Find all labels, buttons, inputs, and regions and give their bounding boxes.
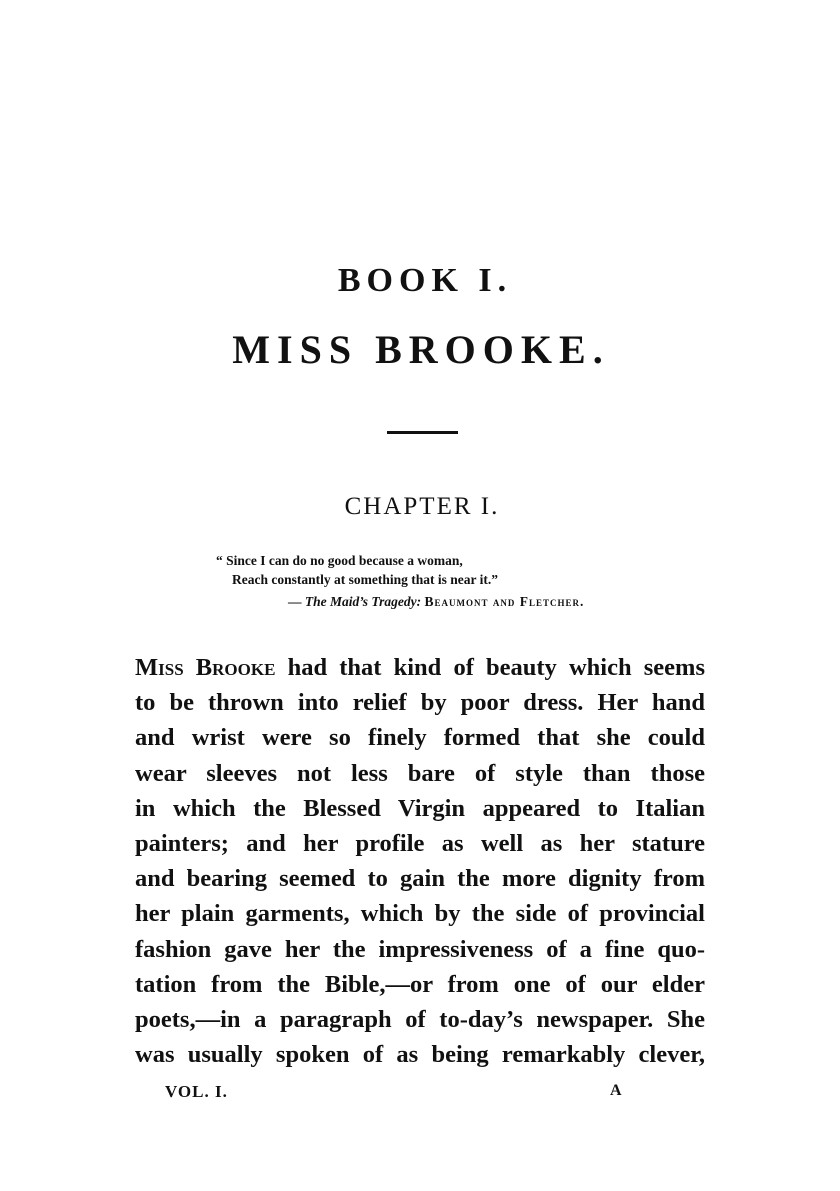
- chapter-title: CHAPTER I.: [344, 493, 500, 520]
- text-line-content: had that kind of beauty which seems: [275, 654, 705, 681]
- text-line: in which the Blessed Virgin appeared to Italian: [135, 794, 705, 822]
- epigraph: [216, 551, 696, 611]
- text-line: poets,—in a paragraph of to-day’s newspaper. She: [135, 1006, 705, 1034]
- text-line: tation from the Bible,—or from one of our elder: [135, 970, 705, 998]
- text-line: wear sleeves not less bare of style than those: [135, 759, 705, 787]
- epigraph-line: “ Since I can do no good because a woman,: [216, 553, 463, 568]
- text-line: painters; and her profile as well as her stature: [135, 830, 705, 858]
- attribution-dash: —: [288, 594, 305, 609]
- text-line: fashion gave her the impressiveness of a fine quo-: [135, 935, 705, 963]
- text-line: and bearing seemed to gain the more dignity from: [135, 865, 705, 893]
- book-subtitle: MISS BROOKE.: [232, 327, 610, 372]
- text-line: to be thrown into relief by poor dress. Her hand: [135, 689, 705, 717]
- lead-words: Miss Brooke: [135, 654, 276, 681]
- body-text: [135, 650, 705, 1072]
- text-line: and wrist were so finely formed that she could: [135, 724, 705, 752]
- ornament-rule: [387, 431, 458, 434]
- epigraph-line: Reach constantly at something that is near it.”: [232, 572, 498, 587]
- text-line: was usually spoken of as being remarkably clever,: [135, 1041, 705, 1069]
- epigraph-authors: Beaumont and Fletcher.: [424, 594, 585, 609]
- book-title: BOOK I.: [337, 262, 513, 299]
- text-line: [135, 650, 705, 685]
- text-line: her plain garments, which by the side of provincial: [135, 900, 705, 928]
- epigraph-source: The Maid’s Tragedy:: [304, 594, 422, 609]
- volume-marker: VOL. I.: [165, 1082, 228, 1101]
- epigraph-attribution: [216, 592, 696, 611]
- signature-mark: A: [610, 1082, 622, 1099]
